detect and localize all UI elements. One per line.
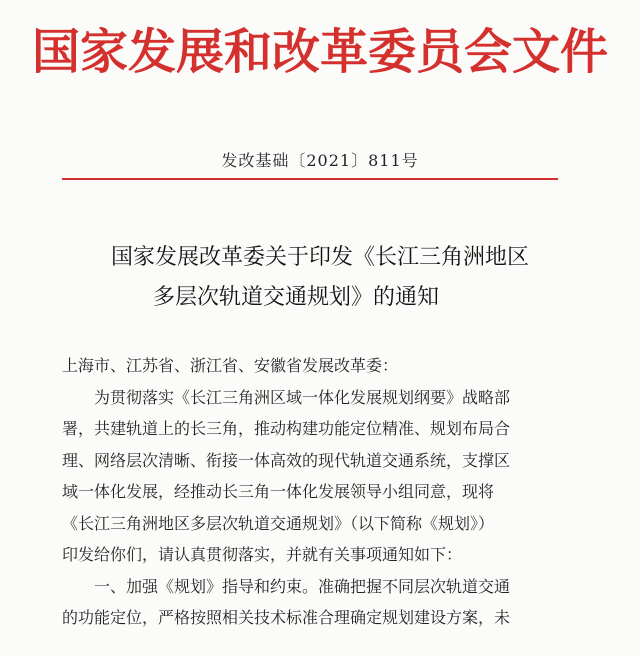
- document-subject: [0, 238, 640, 318]
- subject-line-1: 国家发展改革委关于印发《长江三角洲地区: [110, 245, 529, 270]
- document-number: 发改基础〔2021〕811号: [221, 151, 419, 170]
- addressee-line: 上海市、江苏省、浙江省、安徽省发展改革委：: [62, 356, 399, 375]
- body-line: 署，共建轨道上的长三角，推动构建功能定位精准、规划布局合: [62, 419, 511, 438]
- body-line: 一、加强《规划》指导和约束。准确把握不同层次轨道交通: [94, 576, 511, 596]
- body-line: 为贯彻落实《长江三角洲区域一体化发展规划纲要》战略部: [94, 387, 511, 407]
- body-line: 域一体化发展，经推动长三角一体化发展领导小组同意，现将: [62, 482, 495, 501]
- red-divider-line: [62, 178, 558, 180]
- issuing-authority-header: 国家发展和改革委员会文件: [31, 24, 608, 80]
- body-line: 《长江三角洲地区多层次轨道交通规划》（以下简称《规划》）: [62, 513, 495, 533]
- body-line: 印发给你们，请认真贯彻落实，并就有关事项通知如下：: [62, 545, 463, 564]
- subject-line-2: 多层次轨道交通规划》的通知: [152, 285, 439, 310]
- document-body: [62, 350, 582, 634]
- body-line: 理、网络层次清晰、衔接一体高效的现代轨道交通系统，支撑区: [62, 450, 511, 470]
- body-line: 的功能定位，严格按照相关技术标准合理确定规划建设方案，未: [62, 608, 511, 627]
